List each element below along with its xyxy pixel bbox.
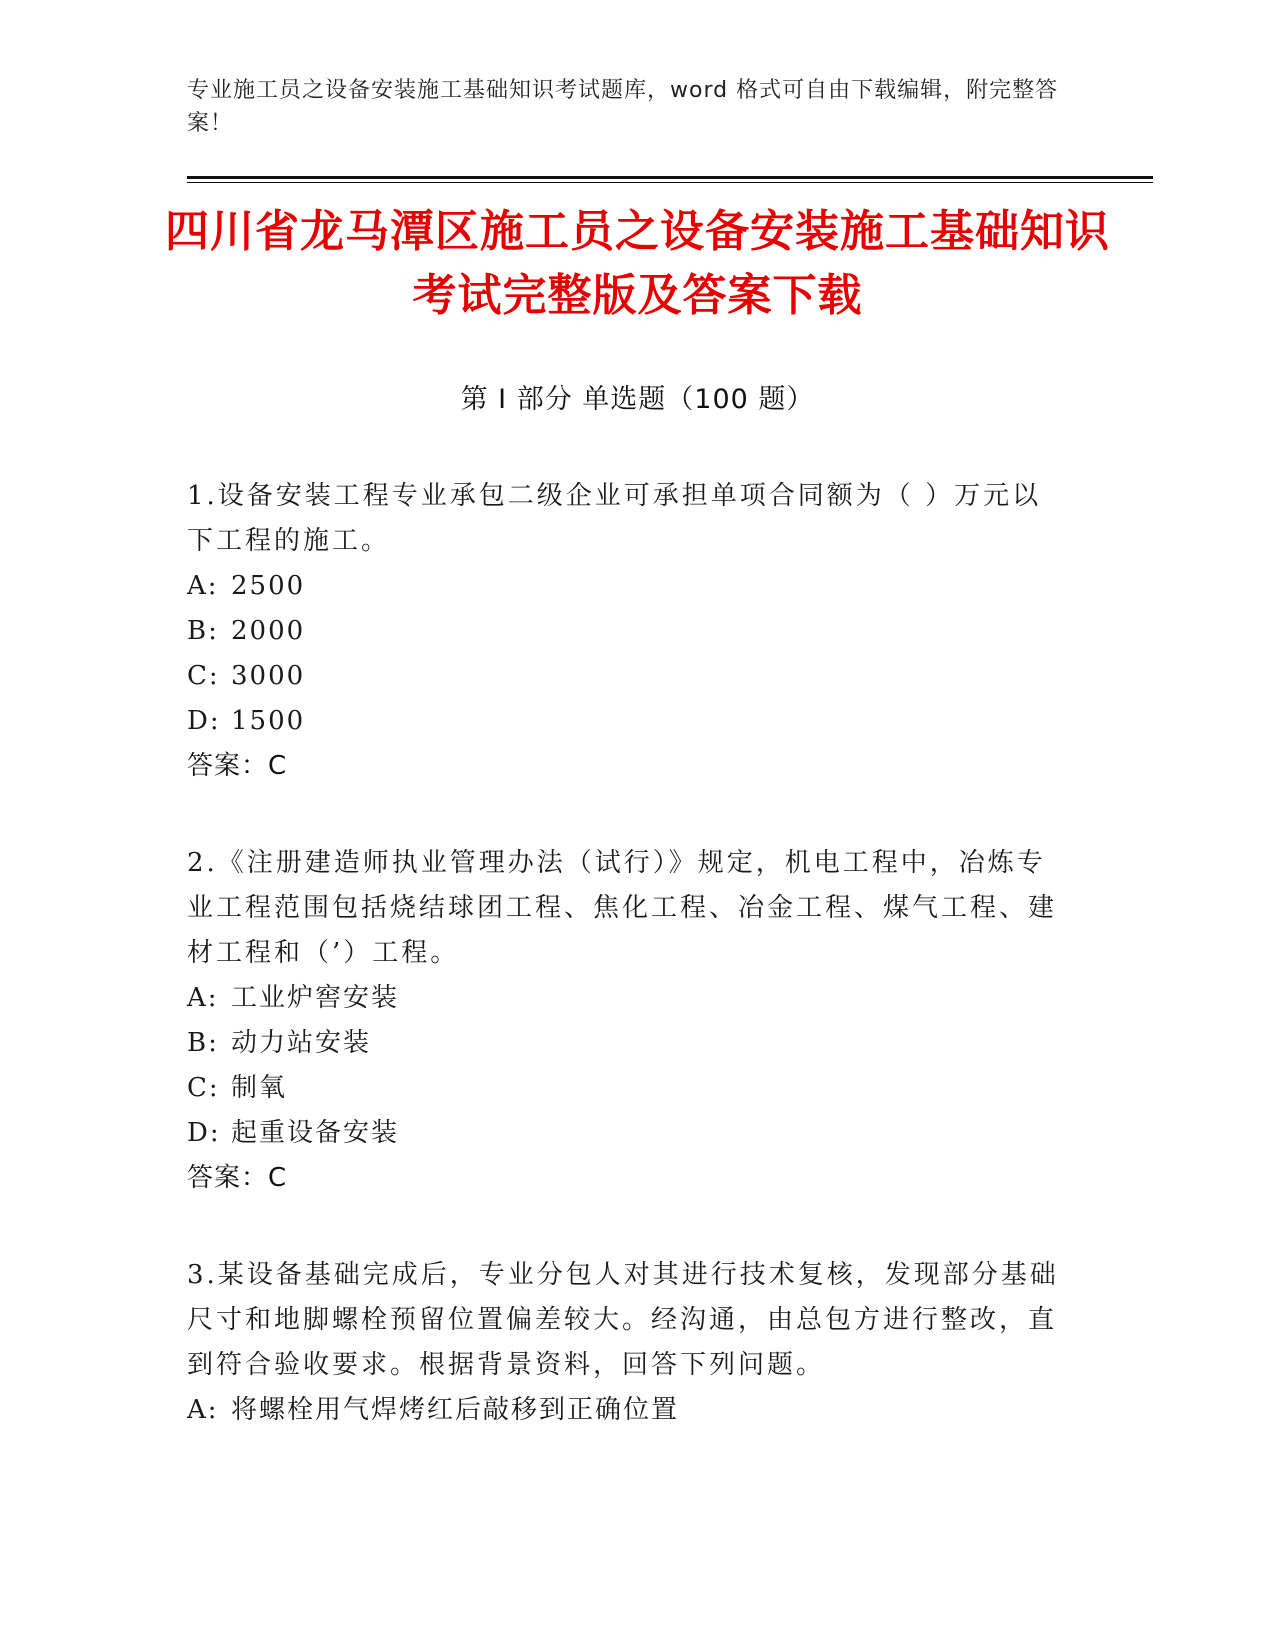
question-text: 3.某设备基础完成后，专业分包人对其进行技术复核，发现部分基础尺寸和地脚螺栓预留位置偏差较大。经沟通，由总包方进行整改，直到符合验收要求。根据背景资料，回答下列问题。 xyxy=(187,1260,1059,1380)
header-note: 专业施工员之设备安装施工基础知识考试题库，word 格式可自由下载编辑，附完整答案！ xyxy=(187,78,1059,136)
option-letter: D: xyxy=(187,1118,221,1148)
question-3 xyxy=(187,1253,1067,1433)
question-2 xyxy=(187,841,1067,1201)
question-1 xyxy=(187,474,1067,789)
option-b xyxy=(187,609,1067,654)
answer-line: 答案：C xyxy=(187,751,288,781)
document-title: 四川省龙马潭区施工员之设备安装施工基础知识考试完整版及答案下载 xyxy=(165,206,1110,321)
option-a xyxy=(187,976,1067,1021)
option-text: 起重设备安装 xyxy=(231,1118,400,1148)
option-text: 制氧 xyxy=(231,1073,288,1103)
option-text: 1500 xyxy=(231,706,306,736)
section-title: 第 I 部分 单选题（100 题） xyxy=(460,384,815,415)
option-letter: C: xyxy=(187,1073,220,1103)
option-text: 2000 xyxy=(231,616,306,646)
option-text: 3000 xyxy=(231,661,306,691)
option-a xyxy=(187,1388,1067,1433)
option-b xyxy=(187,1021,1067,1066)
option-text: 2500 xyxy=(231,571,306,601)
option-d xyxy=(187,1111,1067,1156)
question-text: 1.设备安装工程专业承包二级企业可承担单项合同额为（ ）万元以下工程的施工。 xyxy=(187,481,1042,556)
option-d xyxy=(187,699,1067,744)
option-letter: B: xyxy=(187,1028,219,1058)
option-letter: D: xyxy=(187,706,221,736)
option-letter: A: xyxy=(187,571,219,601)
answer-line: 答案：C xyxy=(187,1163,288,1193)
option-letter: B: xyxy=(187,616,219,646)
header-divider-thin xyxy=(187,182,1153,183)
option-text: 将螺栓用气焊烤红后敲移到正确位置 xyxy=(231,1395,680,1425)
question-text: 2.《注册建造师执业管理办法（试行）》规定，机电工程中，冶炼专业工程范围包括烧结球团工程、焦化工程、冶金工程、煤气工程、建材工程和（’）工程。 xyxy=(187,848,1058,968)
option-text: 动力站安装 xyxy=(231,1028,372,1058)
option-letter: A: xyxy=(187,983,219,1013)
option-c xyxy=(187,1066,1067,1111)
option-letter: C: xyxy=(187,661,220,691)
option-c xyxy=(187,654,1067,699)
header-divider-thick xyxy=(187,176,1153,179)
option-a xyxy=(187,564,1067,609)
option-text: 工业炉窖安装 xyxy=(231,983,400,1013)
option-letter: A: xyxy=(187,1395,219,1425)
question-list xyxy=(187,474,1067,1485)
